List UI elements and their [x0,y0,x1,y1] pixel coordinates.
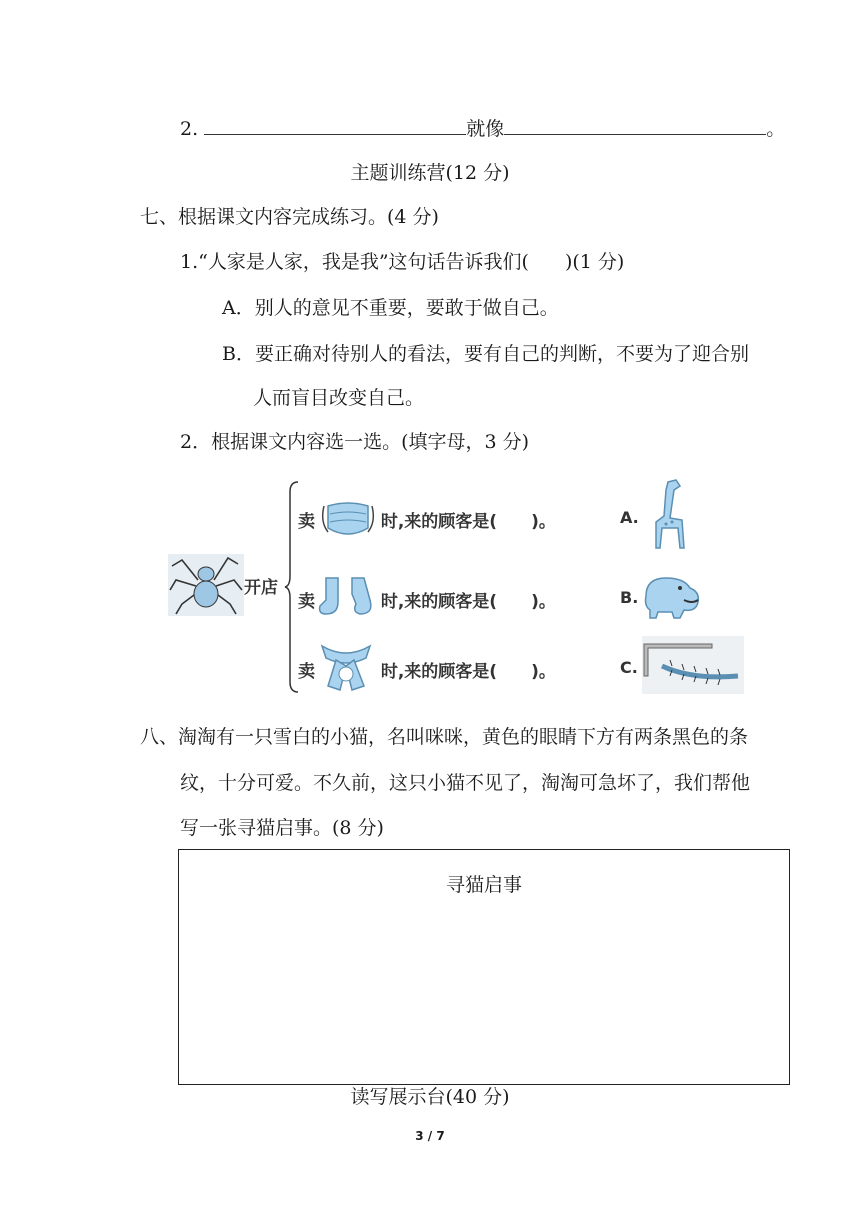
answer-box[interactable] [178,849,790,1085]
q7-sub2: 2．根据课文内容选一选。(填字母，3 分) [180,431,530,453]
option-c-label: C. [620,658,638,677]
spider-icon [168,550,244,620]
q6-line2 [180,116,785,141]
option-a-label: A. [620,508,639,527]
row-sell-label: 卖 [298,662,315,682]
hippo-icon [640,570,700,622]
q8-line2: 纹，十分可爱。不久前，这只小猫不见了，淘淘可急坏了，我们帮他 [180,772,751,794]
q7-title: 七、根据课文内容完成练习。(4 分) [140,206,439,228]
q6-line2-end: 。 [766,118,786,140]
section-heading-main: 主题训练营(12 分) [350,162,510,184]
centipede-icon [642,636,744,694]
q6-line2-middle: 就像 [466,118,505,140]
shop-label: 开店 [244,578,278,598]
row-customer-text: 时,来的顾客是( [380,592,498,612]
option-b-label: B. [620,588,639,607]
q7-option-b-line1: B．要正确对待别人的看法，要有自己的判断，不要为了迎合别 [222,343,749,365]
q7-sub1-suffix: )(1 分) [564,251,625,273]
row-end: )。 [531,512,556,532]
section-heading-next: 读写展示台(40 分) [350,1086,510,1108]
row-end: )。 [531,592,556,612]
q8-line3: 写一张寻猫启事。(8 分) [180,817,384,839]
mask-icon [318,498,378,544]
q6-line2-number: 2. [180,118,199,140]
q7-option-b-line2: 人而盲目改变自己。 [253,387,425,409]
q8-line1: 八、淘淘有一只雪白的小猫，名叫咪咪，黄色的眼睛下方有两条黑色的条 [140,726,749,748]
row-end: )。 [531,662,556,682]
socks-icon [318,574,376,618]
answer-box-title: 寻猫启事 [445,874,522,896]
answer-blank[interactable] [504,116,766,135]
answer-blank[interactable] [204,116,466,135]
giraffe-icon [640,478,692,552]
row-customer-text: 时,来的顾客是( [380,662,498,682]
q7-sub1 [180,250,624,274]
scarf-icon [318,640,374,694]
row-sell-label: 卖 [298,592,315,612]
q7-sub1-prefix: 1.“人家是人家，我是我”这句话告诉我们( [180,251,529,273]
row-customer-text: 时,来的顾客是( [380,512,498,532]
page-number: 3 / 7 [415,1129,445,1143]
row-sell-label: 卖 [298,512,315,532]
q7-option-a: A．别人的意见不重要，要敢于做自己。 [222,297,559,319]
